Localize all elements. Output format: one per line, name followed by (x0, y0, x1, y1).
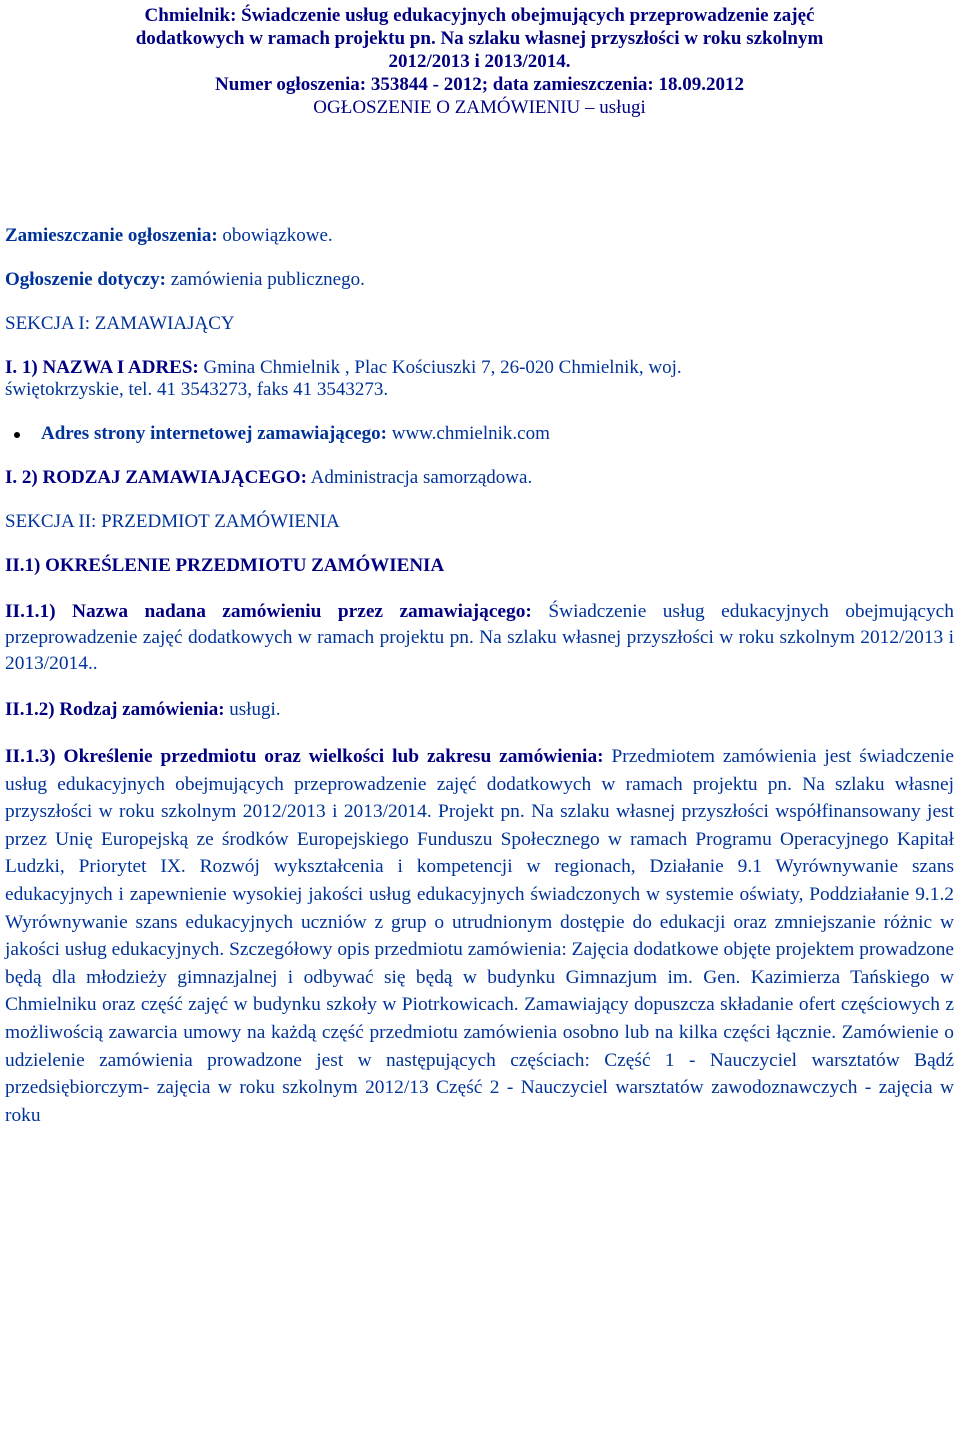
item-type-label: II.1.2) Rodzaj zamówienia: (5, 699, 225, 720)
name-address-block (5, 357, 954, 401)
notice-header (5, 4, 954, 119)
notice-title-line: dodatkowych w ramach projektu pn. Na szlaku własnej przyszłości w roku szkolnym (135, 28, 824, 49)
website-label: Adres strony internetowej zamawiającego: (41, 423, 387, 444)
authority-type-line (5, 467, 954, 489)
section1-heading: SEKCJA I: ZAMAWIAJĄCY (5, 313, 235, 334)
item-name-label: II.1.1) Nazwa nadana zamówieniu przez zamawiającego: (5, 601, 532, 622)
name-address-label: I. 1) NAZWA I ADRES: (5, 357, 199, 378)
placement-label: Zamieszczanie ogłoszenia: (5, 225, 218, 246)
spacer (5, 119, 954, 225)
item-type-value: usługi. (229, 699, 281, 720)
name-address-line (5, 357, 954, 379)
item-type-line (5, 699, 954, 721)
website-line (5, 423, 954, 445)
name-address-value: Gmina Chmielnik , Plac Kościuszki 7, 26-020 Chmielnik, woj. (203, 357, 682, 378)
notice-title-line: Chmielnik: Świadczenie usług edukacyjnych obejmujących przeprowadzenie zajęć (144, 5, 815, 26)
concerns-line (5, 269, 954, 291)
placement-line (5, 225, 954, 247)
authority-type-value: Administracja samorządowa. (310, 467, 533, 488)
placement-value: obowiązkowe. (222, 225, 333, 246)
bullet-icon (14, 432, 20, 438)
item-scope-paragraph (5, 743, 954, 1129)
concerns-value: zamówienia publicznego. (170, 269, 365, 290)
notice-title-line: 2012/2013 i 2013/2014. (388, 51, 571, 72)
concerns-label: Ogłoszenie dotyczy: (5, 269, 166, 290)
item-scope-label: II.1.3) Określenie przedmiotu oraz wielkości lub zakresu zamówienia: (5, 746, 604, 767)
name-address-line-2: świętokrzyskie, tel. 41 3543273, faks 41 3543273. (5, 379, 389, 400)
notice-number-line: Numer ogłoszenia: 353844 - 2012; data zamieszczenia: 18.09.2012 (215, 74, 744, 95)
website-value: www.chmielnik.com (391, 423, 550, 444)
item-name-paragraph (5, 599, 954, 677)
authority-type-label: I. 2) RODZAJ ZAMAWIAJĄCEGO: (5, 467, 307, 488)
notice-subtitle: OGŁOSZENIE O ZAMÓWIENIU – usługi (313, 97, 646, 118)
section2-subheading: II.1) OKREŚLENIE PRZEDMIOTU ZAMÓWIENIA (5, 555, 445, 576)
item-scope-value: Przedmiotem zamówienia jest świadczenie usług edukacyjnych obejmujących przeprowadzenie zajęć dodatkowych w ramach projektu pn. Na szlaku własnej przyszłości w roku szkolnym 2012/2013 i 2013/2014. Projekt pn. Na szlaku własnej przyszłości współfinansowany jest przez Unię Europejską ze środków Europejskiego Funduszu Społecznego w ramach Programu Operacyjnego Kapitał Ludzki, Priorytet IX. Rozwój wykształcenia i kompetencji w regionach, Działanie 9.1 Wyrównywanie szans edukacyjnych i zapewnienie wysokiej jakości usług edukacyjnych świadczonych w systemie oświaty, Poddziałanie 9.1.2 Wyrównywanie szans edukacyjnych uczniów z grup o utrudnionym dostępie do edukacji oraz zmniejszanie różnic w jakości usług edukacyjnych. Szczegółowy opis przedmiotu zamówienia: Zajęcia dodatkowe objęte projektem prowadzone będą dla młodzieży gimnazjalnej i odbywać się będą w budynku Gimnazjum im. Gen. Kazimierza Tańskiego w Chmielniku oraz część zajęć w budynku szkoły w Piotrkowicach. Zamawiający dopuszcza składanie ofert częściowych z możliwością zawarcia umowy na każdą część przedmiotu zamówienia osobno lub na kilka części łącznie. Zamówienie o udzielenie zamówienia prowadzone jest w następujących częściach: Część 1 - Nauczyciel warsztatów Bądź przedsiębiorczym- zajęcia w roku szkolnym 2012/13 Część 2 - Nauczyciel warsztatów zawodoznawczych - zajęcia w roku (5, 746, 954, 1126)
item-name-value: Świadczenie usług edukacyjnych obejmujących przeprowadzenie zajęć dodatkowych w ramach projektu pn. Na szlaku własnej przyszłości w roku szkolnym 2012/2013 i 2013/2014.. (5, 601, 954, 674)
section2-heading: SEKCJA II: PRZEDMIOT ZAMÓWIENIA (5, 511, 340, 532)
